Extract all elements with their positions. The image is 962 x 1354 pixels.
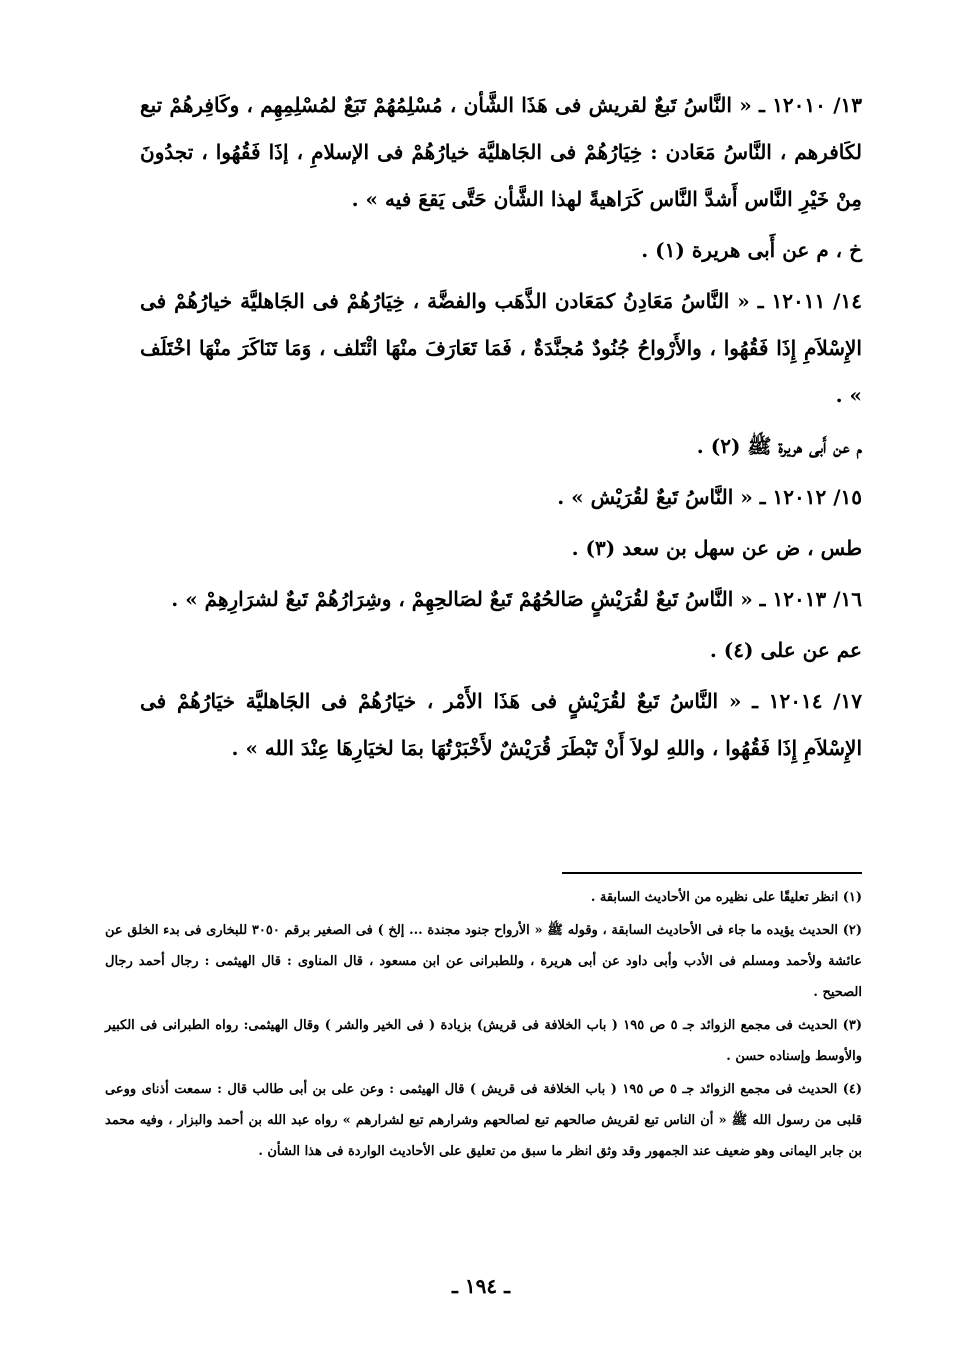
footnote-divider	[562, 872, 862, 874]
footnote: (٤) الحديث فى مجمع الزوائد جـ ٥ ص ١٩٥ ( باب الخلافة فى قريش ) قال الهيثمى : وعن على بن أبى طالب قال : سمعت أذناى ووعى قلبى من رسول الله ﷺ « أن الناس تبع لقريش صالحهم تبع لصالحهم وشرارهم تبع لشرارهم » رواه عبد الله بن أحمد والبزار ، وفيه محمد بن جابر اليمانى وهو ضعيف عند الجمهور وقد وثق انظر ما سبق من تعليق على الأحاديث الواردة فى هذا الشأن .	[105, 1082, 862, 1159]
hadith-paragraph: ١٦/ ١٢٠١٣ ـ « النَّاسُ تَبعٌ لقُرَيْشٍ صَالحُهُمْ تَبعٌ لصَالحِهِمْ ، وشِرَارُهُمْ تَبعٌ لشرَارِهِمْ » .	[171, 587, 862, 611]
hadith-paragraph: ١٣/ ١٢٠١٠ ـ « النَّاسُ تَبعٌ لقريش فى هَذَا الشَّأن ، مُسْلِمُهُمْ تَبَعٌ لمُسْلِمِهِم ، وكَافِرهُمْ تبع لكَافرهم ، النَّاسُ مَعَادن : خِيَارُهُمْ فى الجَاهليَّة خيارُهُمْ فى الإسلامِ ، إذَا فَقُهُوا ، تجدُونَ مِنْ خَيْرِ النَّاس أَشدَّ النَّاس كَرَاهيةً لهذا الشَّأن حَتَّى يَقعَ فيه » .	[140, 93, 862, 211]
hadith-source: طس ، ض عن سهل بن سعد (٣) .	[571, 536, 862, 560]
footnote: (٢) الحديث يؤيده ما جاء فى الأحاديث السابقة ، وقوله ﷺ « الأرواح جنود مجندة ... إلخ ) فى الصغير برقم ٣٠٥٠ للبخارى فى بدء الخلق عن عائشة ولأحمد ومسلم فى الأدب وأبى داود عن أبى هريرة ، وللطبرانى عن ابن مسعود ، قال المناوى : قال الهيثمى : رجال أحمد رجال الصحيح .	[105, 923, 862, 1000]
hadith-paragraph: ١٧/ ١٢٠١٤ ـ « النَّاسُ تَبعٌ لقُرَيْشٍ فى هَذَا الأَمْر ، خيَارُهُمْ فى الجَاهليَّة خيَارُهُمْ فى الإِسْلاَمِ إِذَا فَقُهُوا ، واللهِ لولاَ أَنْ تَبْطَرَ قُرَيْشٌ لأَخْبَرْتُهَا بمَا لخيَارِهَا عِنْدَ الله » .	[140, 689, 862, 760]
footnote: (٣) الحديث فى مجمع الزوائد جـ ٥ ص ١٩٥ ( باب الخلافة فى قريش) بزيادة ( فى الخير والشر ) وقال الهيثمى: رواه الطبرانى فى الكبير والأوسط وإسناده حسن .	[105, 1018, 862, 1064]
page-number: ـ ١٩٤ ـ	[452, 1274, 510, 1298]
main-text	[140, 82, 862, 776]
hadith-paragraph: ١٥/ ١٢٠١٢ ـ « النَّاسُ تَبعٌ لقُرَيْش » .	[557, 485, 862, 509]
hadith-source: خ ، م عن أَبى هريرة (١) .	[641, 238, 862, 262]
hadith-source: م عن أَبى هريرة ﷺ (٢) .	[696, 434, 862, 458]
hadith-source: عم عن على (٤) .	[709, 638, 862, 662]
hadith-paragraph: ١٤/ ١٢٠١١ ـ « النَّاسُ مَعَادِنُ كمَعَادن الذَّهَب والفضَّة ، خِيَارُهُمْ فى الجَاهليَّة خيارُهُمْ فى الإِسْلاَمِ إِذَا فَقُهُوا ، والأَرْواحُ جُنُودٌ مُجنَّدَةٌ ، فَمَا تَعَارَفَ منْهَا ائْتَلف ، وَمَا تَنَاكَرَ منْهَا اخْتَلَف » .	[140, 289, 862, 407]
footnote: (١) انظر تعليقًا على نظيره من الأحاديث السابقة .	[590, 890, 862, 905]
footnotes	[105, 882, 862, 1169]
